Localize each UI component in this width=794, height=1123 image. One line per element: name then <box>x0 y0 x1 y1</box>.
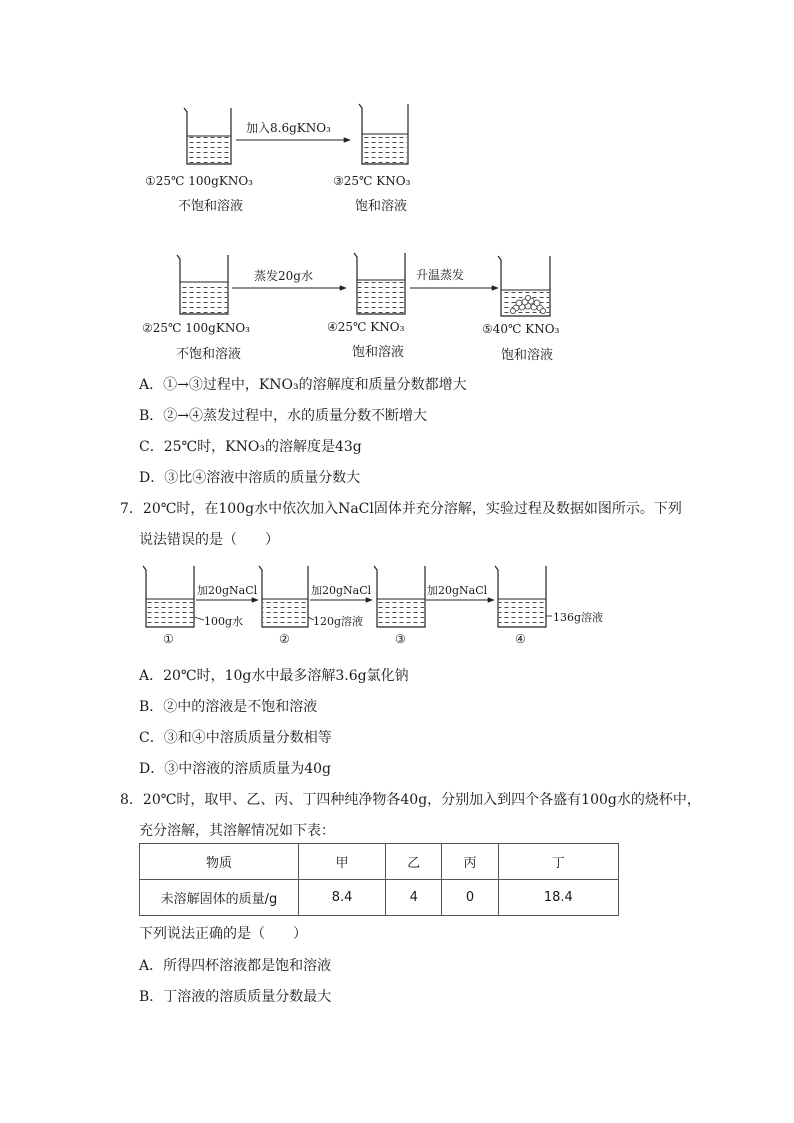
q7-stem-line1: 7．20℃时，在100g水中依次加入NaCl固体并充分溶解，实验过程及数据如图所示。下列 <box>120 501 682 517</box>
table-header-cell: 丙 <box>442 844 498 880</box>
table-cell: 8.4 <box>299 880 386 916</box>
arrow-label-heat: 升温蒸发 <box>416 268 465 282</box>
beaker-3-state: 饱和溶液 <box>355 199 408 214</box>
nacl-beaker-1-number: ① <box>163 632 174 646</box>
beaker-5-state: 饱和溶液 <box>501 348 554 363</box>
table-header-cell: 丁 <box>498 844 618 880</box>
table-header-row <box>140 844 619 880</box>
beaker-2 <box>177 255 228 314</box>
nacl-beaker-1 <box>143 566 194 627</box>
q8-option-a: A．所得四杯溶液都是饱和溶液 <box>139 958 332 974</box>
nacl-beaker-4 <box>495 566 546 627</box>
beaker-1 <box>184 108 231 164</box>
q7-option-d: D．③中溶液的溶质质量为40g <box>139 761 332 777</box>
table-cell: 0 <box>442 880 498 916</box>
q7-stem-line2: 说法错误的是（ ） <box>139 532 279 548</box>
beaker-5-label: ⑤40℃ KNO₃ <box>482 322 560 336</box>
beaker-4-label: ④25℃ KNO₃ <box>327 320 405 334</box>
q8-stem-line1: 8．20℃时，取甲、乙、丙、丁四种纯净物各40g，分别加入到四个各盛有100g水的烧杯中， <box>120 792 701 808</box>
q6-option-c: C．25℃时，KNO₃的溶解度是43g <box>139 439 362 455</box>
q8-stem-line2: 充分溶解，其溶解情况如下表： <box>139 823 335 839</box>
q7-option-a: A．20℃时，10g水中最多溶解3.6g氯化钠 <box>139 668 409 684</box>
q6-option-d: D．③比④溶液中溶质的质量分数大 <box>139 470 361 486</box>
table-header-cell: 物质 <box>140 844 299 880</box>
q8-prompt: 下列说法正确的是（ ） <box>139 926 307 942</box>
table-cell: 未溶解固体的质量/g <box>140 880 299 916</box>
nacl-beaker-2-number: ② <box>279 632 290 646</box>
arrow-label-add-kno3: 加入8.6gKNO₃ <box>246 121 331 135</box>
beaker-3-label: ③25℃ KNO₃ <box>333 174 411 188</box>
solution-4-label: 136g溶液 <box>553 611 604 624</box>
nacl-beaker-3-number: ③ <box>395 632 406 646</box>
table-cell: 18.4 <box>498 880 618 916</box>
q6-option-b: B．②→④蒸发过程中，水的质量分数不断增大 <box>139 408 428 424</box>
q7-option-c: C．③和④中溶质质量分数相等 <box>139 730 332 746</box>
beaker-2-state: 不饱和溶液 <box>176 347 242 362</box>
q8-option-b: B．丁溶液的溶质质量分数最大 <box>139 989 332 1005</box>
leader-water <box>194 617 204 620</box>
nacl-beaker-3 <box>374 566 425 627</box>
table-cell: 4 <box>386 880 442 916</box>
nacl-beaker-4-number: ④ <box>515 632 526 646</box>
nacl-add-label-3: 加20gNaCl <box>427 584 488 597</box>
nacl-beaker-2 <box>259 566 308 627</box>
beaker-5 <box>498 256 550 316</box>
table-header-cell: 乙 <box>386 844 442 880</box>
solubility-table <box>139 843 619 916</box>
beaker-1-state: 不饱和溶液 <box>178 199 244 214</box>
solution-2-label: 120g溶液 <box>313 615 364 628</box>
q7-option-b: B．②中的溶液是不饱和溶液 <box>139 699 318 715</box>
nacl-add-label-1: 加20gNaCl <box>197 584 258 597</box>
nacl-add-label-2: 加20gNaCl <box>311 584 372 597</box>
beaker-3 <box>359 104 408 164</box>
q6-option-a: A．①→③过程中，KNO₃的溶解度和质量分数都增大 <box>139 377 467 393</box>
table-header-cell: 甲 <box>299 844 386 880</box>
water-label: 100g水 <box>204 615 244 628</box>
table-row <box>140 880 619 916</box>
beaker-4-state: 饱和溶液 <box>352 345 405 360</box>
beaker-2-label: ②25℃ 100gKNO₃ <box>142 321 250 335</box>
beaker-1-label: ①25℃ 100gKNO₃ <box>145 174 253 188</box>
arrow-label-evaporate: 蒸发20g水 <box>254 269 313 283</box>
beaker-4 <box>354 253 405 314</box>
